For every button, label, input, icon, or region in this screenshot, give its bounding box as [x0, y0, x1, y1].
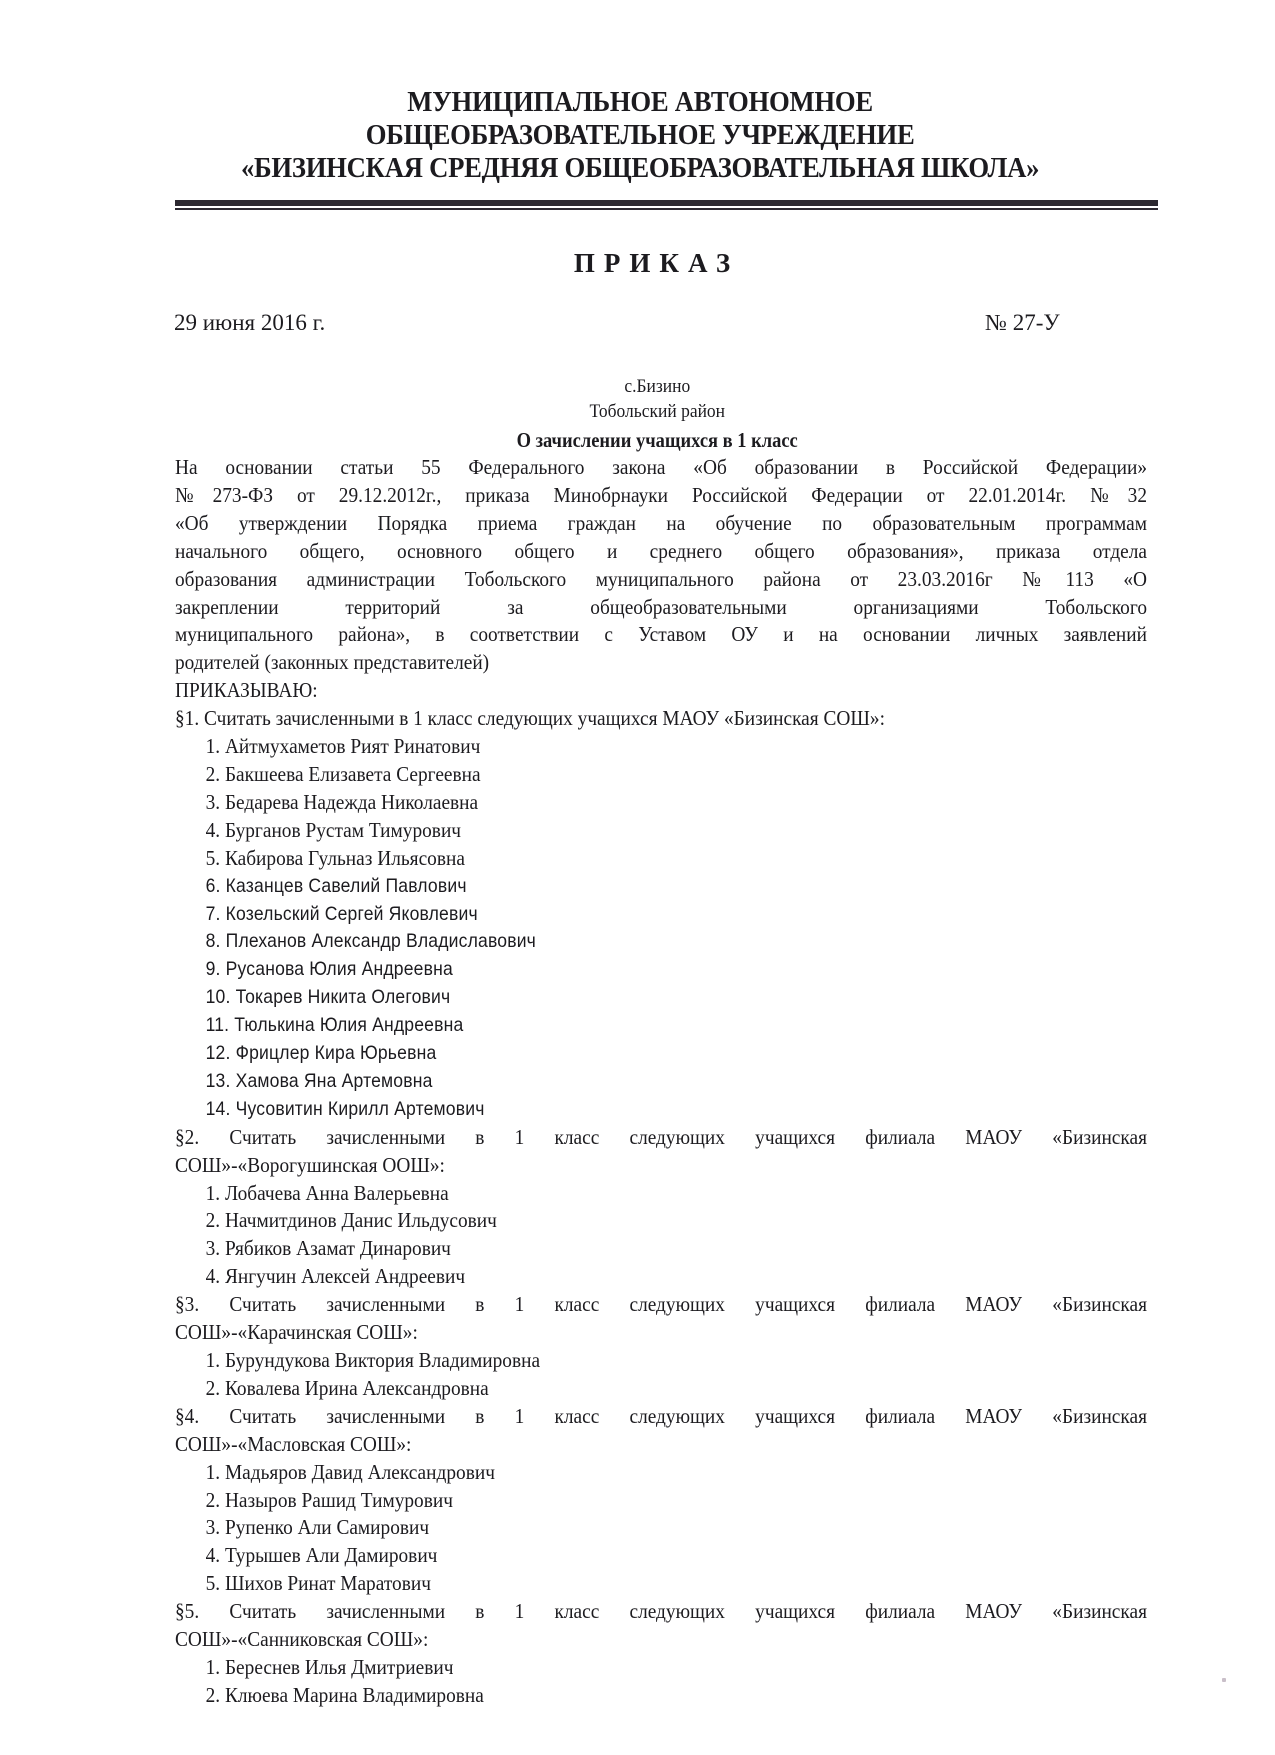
order-date: 29 июня 2016 г.	[174, 310, 326, 335]
student-list-item: 12. Фрицлер Кира Юрьевна	[205, 1042, 437, 1065]
section-heading-continued: СОШ»-«Санниковская СОШ»:	[175, 1627, 429, 1652]
student-list-item: 1. Бурундукова Виктория Владимировна	[205, 1348, 541, 1372]
preamble-line: муниципального района», в соответствии с Уставом ОУ и на основании личных заявлений	[175, 622, 1147, 647]
student-list-item: 1. Береснев Илья Дмитриевич	[205, 1654, 454, 1679]
section-heading: §1. Считать зачисленными в 1 класс следующих учащихся МАОУ «Бизинская СОШ»:	[175, 706, 885, 731]
section-5	[175, 1598, 1147, 1710]
header-divider-thick	[175, 200, 1158, 206]
preamble-line: закреплении территорий за общеобразовательными организациями Тобольского	[175, 594, 1147, 619]
student-list-item: 9. Русанова Юлия Андреевна	[205, 958, 453, 981]
directive: ПРИКАЗЫВАЮ:	[175, 678, 318, 703]
student-list-item: 3. Рябиков Азамат Динарович	[205, 1236, 451, 1261]
place-district: Тобольский район	[589, 401, 726, 422]
student-list-item: 3. Рупенко Али Самирович	[205, 1515, 430, 1540]
student-list-item: 3. Бедарева Надежда Николаевна	[205, 789, 479, 814]
student-list-item: 8. Плеханов Александр Владиславович	[205, 930, 537, 953]
organization-name-line-2: ОБЩЕОБРАЗОВАТЕЛЬНОЕ УЧРЕЖДЕНИЕ	[365, 119, 915, 151]
order-number: № 27-У	[985, 310, 1060, 335]
section-3	[175, 1291, 1147, 1403]
student-list-item: 1. Лобачева Анна Валерьевна	[205, 1180, 449, 1205]
section-heading-continued: СОШ»-«Ворогушинская ООШ»:	[175, 1152, 445, 1177]
student-list-item: 6. Казанцев Савелий Павлович	[205, 874, 467, 897]
organization-header	[54, 86, 1227, 185]
student-list-item: 1. Айтмухаметов Рият Ринатович	[205, 734, 481, 759]
order-place	[52, 374, 1225, 424]
student-list-item: 10. Токарев Никита Олегович	[205, 986, 451, 1009]
order-subject: О зачислении учащихся в 1 класс	[516, 428, 798, 452]
section-heading-continued: СОШ»-«Масловская СОШ»:	[175, 1431, 412, 1456]
order-body	[175, 454, 1147, 1710]
section-1	[175, 705, 1147, 1124]
organization-name-line-3: «БИЗИНСКАЯ СРЕДНЯЯ ОБЩЕОБРАЗОВАТЕЛЬНАЯ ШКОЛА»	[240, 152, 1040, 184]
section-heading: §2. Считать зачисленными в 1 класс следующих учащихся филиала МАОУ «Бизинская	[175, 1124, 1147, 1149]
preamble-line: На основании статьи 55 Федерального закона «Об образовании в Российской Федерации»	[175, 455, 1147, 479]
student-list-item: 2. Бакшеева Елизавета Сергеевна	[205, 761, 481, 786]
student-list-item: 13. Хамова Яна Артемовна	[205, 1069, 433, 1092]
section-heading: §3. Считать зачисленными в 1 класс следующих учащихся филиала МАОУ «Бизинская	[175, 1292, 1147, 1317]
student-list-item: 7. Козельский Сергей Яковлевич	[205, 902, 478, 925]
student-list-item: 11. Тюлькина Юлия Андреевна	[205, 1014, 464, 1037]
student-list-item: 4. Бурганов Рустам Тимурович	[205, 817, 462, 842]
student-list-item: 2. Ковалева Ирина Александровна	[205, 1375, 489, 1400]
preamble-line: №273-ФЗ от 29.12.2012г., приказа Минобрнауки Российской Федерации от 22.01.2014г. №32	[175, 482, 1147, 507]
student-list-item: 4. Янгучин Алексей Андреевич	[205, 1264, 466, 1289]
organization-name-line-1: МУНИЦИПАЛЬНОЕ АВТОНОМНОЕ	[407, 86, 873, 118]
section-2	[175, 1124, 1147, 1291]
document-title: ПРИКАЗ	[573, 248, 740, 278]
scan-artifact	[1222, 1678, 1226, 1682]
student-list-item: 1. Мадьяров Давид Александрович	[205, 1459, 495, 1484]
student-list-item: 4. Турышев Али Дамирович	[205, 1543, 438, 1568]
place-village: с.Бизино	[624, 376, 691, 397]
preamble-line: начального общего, основного общего и среднего общего образования», приказа отдела	[175, 538, 1147, 563]
student-list-item: 2. Клюева Марина Владимировна	[205, 1682, 484, 1707]
section-heading: §5. Считать зачисленными в 1 класс следующих учащихся филиала МАОУ «Бизинская	[175, 1599, 1147, 1624]
section-4	[175, 1403, 1147, 1598]
preamble-line: образования администрации Тобольского муниципального района от 23.03.2016г №113 «О	[175, 566, 1147, 591]
student-list-item: 5. Кабирова Гульназ Ильясовна	[205, 845, 465, 870]
student-list-item: 2. Начмитдинов Данис Ильдусович	[205, 1208, 497, 1233]
student-list-item: 5. Шихов Ринат Маратович	[205, 1571, 431, 1596]
header-divider-thin	[175, 208, 1158, 210]
section-heading: §4. Считать зачисленными в 1 класс следующих учащихся филиала МАОУ «Бизинская	[175, 1403, 1147, 1428]
student-list-item: 14. Чусовитин Кирилл Артемович	[205, 1097, 485, 1120]
section-heading-continued: СОШ»-«Карачинская СОШ»:	[175, 1320, 418, 1345]
student-list-item: 2. Назыров Рашид Тимурович	[205, 1487, 453, 1512]
preamble	[175, 454, 1147, 677]
preamble-line: «Об утверждении Порядка приема граждан на обучение по образовательным программам	[175, 510, 1147, 535]
preamble-line: родителей (законных представителей)	[175, 650, 490, 675]
